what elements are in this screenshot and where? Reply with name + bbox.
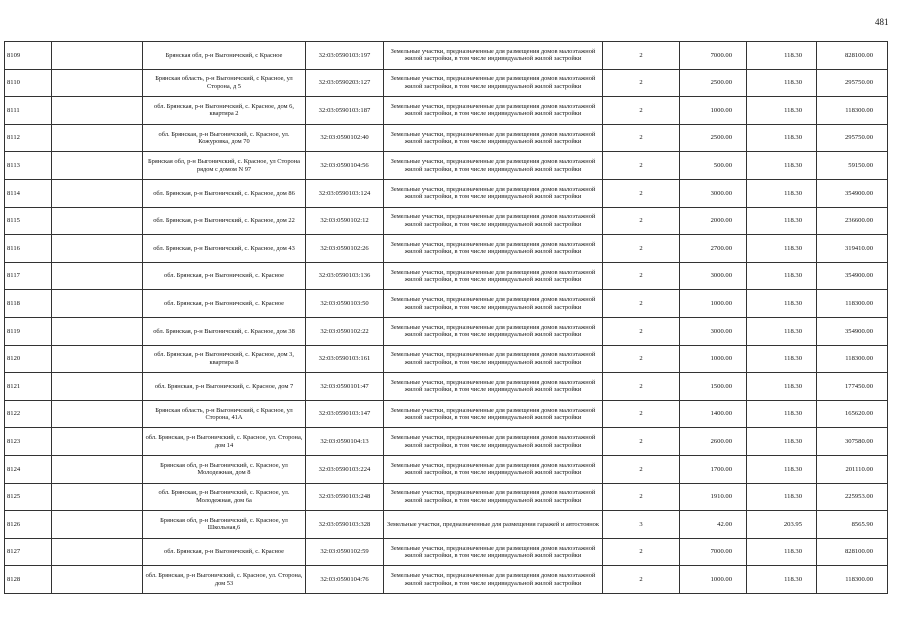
cadastral-value-cell: 118300.00	[817, 97, 888, 125]
address-cell: обл. Брянская, р-н Выгоничский, с. Красное, дом 7	[143, 373, 306, 401]
blank-cell	[52, 69, 143, 97]
area-cell: 1000.00	[680, 345, 747, 373]
rate-cell: 118.30	[747, 538, 817, 566]
land-use-cell: Земельные участки, предназначенные для размещения домов малоэтажной жилой застройки, в том числе индивидуальной жилой застройки	[384, 317, 603, 345]
table-row	[5, 97, 888, 125]
cadastral-number-cell: 32:03:0590104:76	[306, 566, 384, 594]
land-use-cell: Земельные участки, предназначенные для размещения домов малоэтажной жилой застройки, в том числе индивидуальной жилой застройки	[384, 152, 603, 180]
area-cell: 500.00	[680, 152, 747, 180]
land-use-cell: Земельные участки, предназначенные для размещения домов малоэтажной жилой застройки, в том числе индивидуальной жилой застройки	[384, 262, 603, 290]
rate-cell: 118.30	[747, 42, 817, 70]
group-cell: 2	[603, 69, 680, 97]
row-number: 8128	[5, 566, 52, 594]
cadastral-number-cell: 32:03:0590103:328	[306, 511, 384, 539]
address-cell: обл. Брянская, р-н Выгоничский, с. Красное	[143, 290, 306, 318]
cadastral-number-cell: 32:03:0590103:197	[306, 42, 384, 70]
cadastral-value-cell: 165620.00	[817, 400, 888, 428]
cadastral-number-cell: 32:03:0590103:248	[306, 483, 384, 511]
cadastral-number-cell: 32:03:0590102:59	[306, 538, 384, 566]
group-cell: 3	[603, 511, 680, 539]
area-cell: 2500.00	[680, 124, 747, 152]
rate-cell: 118.30	[747, 455, 817, 483]
area-cell: 2700.00	[680, 235, 747, 263]
row-number: 8127	[5, 538, 52, 566]
row-number: 8117	[5, 262, 52, 290]
address-cell: Брянская обл, р-н Выгоничский, с. Красное, ул Сторона рядом с домом N 97	[143, 152, 306, 180]
table-row	[5, 69, 888, 97]
area-cell: 2600.00	[680, 428, 747, 456]
address-cell: Брянская область, р-н Выгоничский, с Красное, ул Сторона, 41А	[143, 400, 306, 428]
group-cell: 2	[603, 373, 680, 401]
address-cell: Брянская обл, р-н Выгоничский, с. Красное, ул Молодежная, дом 8	[143, 455, 306, 483]
row-number: 8125	[5, 483, 52, 511]
table-row	[5, 400, 888, 428]
group-cell: 2	[603, 483, 680, 511]
table-row	[5, 538, 888, 566]
area-cell: 7000.00	[680, 42, 747, 70]
cadastral-number-cell: 32:03:0590102:12	[306, 207, 384, 235]
cadastral-number-cell: 32:03:0590102:40	[306, 124, 384, 152]
cadastral-number-cell: 32:03:0590103:161	[306, 345, 384, 373]
land-use-cell: Земельные участки, предназначенные для размещения домов малоэтажной жилой застройки, в том числе индивидуальной жилой застройки	[384, 290, 603, 318]
row-number: 8115	[5, 207, 52, 235]
group-cell: 2	[603, 97, 680, 125]
page-number: 481	[875, 17, 889, 27]
land-use-cell: Земельные участки, предназначенные для размещения домов малоэтажной жилой застройки, в том числе индивидуальной жилой застройки	[384, 400, 603, 428]
row-number: 8113	[5, 152, 52, 180]
row-number: 8119	[5, 317, 52, 345]
table-row	[5, 455, 888, 483]
blank-cell	[52, 124, 143, 152]
group-cell: 2	[603, 290, 680, 318]
blank-cell	[52, 400, 143, 428]
blank-cell	[52, 152, 143, 180]
table-row	[5, 235, 888, 263]
area-cell: 3000.00	[680, 262, 747, 290]
group-cell: 2	[603, 42, 680, 70]
cadastral-number-cell: 32:03:0590102:22	[306, 317, 384, 345]
group-cell: 2	[603, 152, 680, 180]
address-cell: обл. Брянская, р-н Выгоничский, с. Красное, ул. Сторона, дом 53	[143, 566, 306, 594]
land-use-cell: Земельные участки, предназначенные для размещения домов малоэтажной жилой застройки, в том числе индивидуальной жилой застройки	[384, 483, 603, 511]
area-cell: 1400.00	[680, 400, 747, 428]
area-cell: 3000.00	[680, 179, 747, 207]
row-number: 8109	[5, 42, 52, 70]
address-cell: Брянская обл, р-н Выгоничский, с Красное	[143, 42, 306, 70]
rate-cell: 203.95	[747, 511, 817, 539]
rate-cell: 118.30	[747, 483, 817, 511]
table-row	[5, 290, 888, 318]
cadastral-number-cell: 32:03:0590103:224	[306, 455, 384, 483]
cadastral-number-cell: 32:03:0590104:13	[306, 428, 384, 456]
cadastral-number-cell: 32:03:0590203:127	[306, 69, 384, 97]
address-cell: обл. Брянская, р-н Выгоничский, с. Красное, дом 22	[143, 207, 306, 235]
group-cell: 2	[603, 207, 680, 235]
cadastral-number-cell: 32:03:0590103:124	[306, 179, 384, 207]
land-use-cell: Земельные участки, предназначенные для размещения домов малоэтажной жилой застройки, в том числе индивидуальной жилой застройки	[384, 455, 603, 483]
table-row	[5, 42, 888, 70]
cadastral-value-cell: 354900.00	[817, 317, 888, 345]
cadastral-value-cell: 354900.00	[817, 179, 888, 207]
address-cell: обл. Брянская, р-н Выгоничский, с. Красное, дом 6, квартира 2	[143, 97, 306, 125]
group-cell: 2	[603, 179, 680, 207]
land-use-cell: Земельные участки, предназначенные для размещения домов малоэтажной жилой застройки, в том числе индивидуальной жилой застройки	[384, 566, 603, 594]
cadastral-number-cell: 32:03:0590102:26	[306, 235, 384, 263]
land-use-cell: Земельные участки, предназначенные для размещения домов малоэтажной жилой застройки, в том числе индивидуальной жилой застройки	[384, 179, 603, 207]
blank-cell	[52, 345, 143, 373]
table-row	[5, 566, 888, 594]
cadastral-value-cell: 295750.00	[817, 124, 888, 152]
cadastral-value-cell: 201110.00	[817, 455, 888, 483]
group-cell: 2	[603, 317, 680, 345]
group-cell: 2	[603, 566, 680, 594]
row-number: 8126	[5, 511, 52, 539]
cadastral-value-cell: 8565.90	[817, 511, 888, 539]
rate-cell: 118.30	[747, 152, 817, 180]
cadastral-value-cell: 828100.00	[817, 42, 888, 70]
group-cell: 2	[603, 235, 680, 263]
rate-cell: 118.30	[747, 566, 817, 594]
address-cell: обл. Брянская, р-н Выгоничский, с. Красное, дом 3, квартира 8	[143, 345, 306, 373]
area-cell: 1000.00	[680, 97, 747, 125]
table-row	[5, 317, 888, 345]
group-cell: 2	[603, 124, 680, 152]
cadastral-value-cell: 177450.00	[817, 373, 888, 401]
row-number: 8121	[5, 373, 52, 401]
row-number: 8112	[5, 124, 52, 152]
area-cell: 2000.00	[680, 207, 747, 235]
group-cell: 2	[603, 400, 680, 428]
rate-cell: 118.30	[747, 345, 817, 373]
table-row	[5, 124, 888, 152]
cadastral-value-cell: 354900.00	[817, 262, 888, 290]
area-cell: 1500.00	[680, 373, 747, 401]
address-cell: обл. Брянская, р-н Выгоничский, с. Красное, ул. Сторона, дом 14	[143, 428, 306, 456]
blank-cell	[52, 290, 143, 318]
blank-cell	[52, 207, 143, 235]
address-cell: обл. Брянская, р-н Выгоничский, с. Красное, дом 86	[143, 179, 306, 207]
land-use-cell: Земельные участки, предназначенные для размещения домов малоэтажной жилой застройки, в том числе индивидуальной жилой застройки	[384, 207, 603, 235]
table-row	[5, 345, 888, 373]
land-use-cell: Земельные участки, предназначенные для размещения гаражей и автостоянок	[384, 511, 603, 539]
row-number: 8120	[5, 345, 52, 373]
land-use-cell: Земельные участки, предназначенные для размещения домов малоэтажной жилой застройки, в том числе индивидуальной жилой застройки	[384, 235, 603, 263]
blank-cell	[52, 511, 143, 539]
address-cell: Брянская обл, р-н Выгоничский, с. Красное, ул Школьная,6	[143, 511, 306, 539]
cadastral-number-cell: 32:03:0590103:147	[306, 400, 384, 428]
cadastral-value-cell: 307580.00	[817, 428, 888, 456]
address-cell: обл. Брянская, р-н Выгоничский, с. Красное	[143, 262, 306, 290]
cadastral-number-cell: 32:03:0590104:56	[306, 152, 384, 180]
blank-cell	[52, 317, 143, 345]
row-number: 8124	[5, 455, 52, 483]
blank-cell	[52, 262, 143, 290]
table-row	[5, 179, 888, 207]
blank-cell	[52, 566, 143, 594]
blank-cell	[52, 483, 143, 511]
address-cell: обл. Брянская, р-н Выгоничский, с. Красное	[143, 538, 306, 566]
address-cell: обл. Брянская, р-н Выгоничский, с. Красное, ул. Молодежная, дом 6а	[143, 483, 306, 511]
cadastral-number-cell: 32:03:0590103:136	[306, 262, 384, 290]
rate-cell: 118.30	[747, 179, 817, 207]
blank-cell	[52, 373, 143, 401]
cadastral-value-cell: 295750.00	[817, 69, 888, 97]
address-cell: обл. Брянская, р-н Выгоничский, с. Красное, ул. Кожуровка, дом 70	[143, 124, 306, 152]
rate-cell: 118.30	[747, 235, 817, 263]
land-use-cell: Земельные участки, предназначенные для размещения домов малоэтажной жилой застройки, в том числе индивидуальной жилой застройки	[384, 538, 603, 566]
rate-cell: 118.30	[747, 317, 817, 345]
address-cell: обл. Брянская, р-н Выгоничский, с. Красное, дом 38	[143, 317, 306, 345]
table-row	[5, 207, 888, 235]
table-row	[5, 483, 888, 511]
row-number: 8116	[5, 235, 52, 263]
land-use-cell: Земельные участки, предназначенные для размещения домов малоэтажной жилой застройки, в том числе индивидуальной жилой застройки	[384, 42, 603, 70]
row-number: 8118	[5, 290, 52, 318]
land-parcel-table	[4, 41, 888, 594]
rate-cell: 118.30	[747, 69, 817, 97]
blank-cell	[52, 97, 143, 125]
rate-cell: 118.30	[747, 400, 817, 428]
land-use-cell: Земельные участки, предназначенные для размещения домов малоэтажной жилой застройки, в том числе индивидуальной жилой застройки	[384, 373, 603, 401]
area-cell: 7000.00	[680, 538, 747, 566]
area-cell: 1700.00	[680, 455, 747, 483]
cadastral-number-cell: 32:03:0590103:187	[306, 97, 384, 125]
rate-cell: 118.30	[747, 207, 817, 235]
cadastral-value-cell: 225953.00	[817, 483, 888, 511]
group-cell: 2	[603, 538, 680, 566]
blank-cell	[52, 42, 143, 70]
row-number: 8123	[5, 428, 52, 456]
blank-cell	[52, 235, 143, 263]
area-cell: 2500.00	[680, 69, 747, 97]
blank-cell	[52, 179, 143, 207]
row-number: 8122	[5, 400, 52, 428]
cadastral-value-cell: 118300.00	[817, 566, 888, 594]
rate-cell: 118.30	[747, 428, 817, 456]
table-row	[5, 511, 888, 539]
rate-cell: 118.30	[747, 373, 817, 401]
cadastral-number-cell: 32:03:0590103:50	[306, 290, 384, 318]
blank-cell	[52, 428, 143, 456]
area-cell: 42.00	[680, 511, 747, 539]
cadastral-value-cell: 118300.00	[817, 290, 888, 318]
cadastral-value-cell: 59150.00	[817, 152, 888, 180]
land-use-cell: Земельные участки, предназначенные для размещения домов малоэтажной жилой застройки, в том числе индивидуальной жилой застройки	[384, 124, 603, 152]
group-cell: 2	[603, 345, 680, 373]
cadastral-value-cell: 236600.00	[817, 207, 888, 235]
table-row	[5, 262, 888, 290]
area-cell: 1000.00	[680, 290, 747, 318]
blank-cell	[52, 538, 143, 566]
area-cell: 1000.00	[680, 566, 747, 594]
group-cell: 2	[603, 262, 680, 290]
row-number: 8114	[5, 179, 52, 207]
rate-cell: 118.30	[747, 124, 817, 152]
cadastral-value-cell: 319410.00	[817, 235, 888, 263]
group-cell: 2	[603, 455, 680, 483]
address-cell: Брянская область, р-н Выгоничский, с Красное, ул Сторона, д 5	[143, 69, 306, 97]
land-use-cell: Земельные участки, предназначенные для размещения домов малоэтажной жилой застройки, в том числе индивидуальной жилой застройки	[384, 69, 603, 97]
land-use-cell: Земельные участки, предназначенные для размещения домов малоэтажной жилой застройки, в том числе индивидуальной жилой застройки	[384, 97, 603, 125]
area-cell: 3000.00	[680, 317, 747, 345]
row-number: 8110	[5, 69, 52, 97]
table-row	[5, 428, 888, 456]
row-number: 8111	[5, 97, 52, 125]
rate-cell: 118.30	[747, 97, 817, 125]
land-use-cell: Земельные участки, предназначенные для размещения домов малоэтажной жилой застройки, в том числе индивидуальной жилой застройки	[384, 345, 603, 373]
address-cell: обл. Брянская, р-н Выгоничский, с. Красное, дом 43	[143, 235, 306, 263]
cadastral-number-cell: 32:03:0590101:47	[306, 373, 384, 401]
rate-cell: 118.30	[747, 262, 817, 290]
rate-cell: 118.30	[747, 290, 817, 318]
area-cell: 1910.00	[680, 483, 747, 511]
group-cell: 2	[603, 428, 680, 456]
table-row	[5, 373, 888, 401]
table-row	[5, 152, 888, 180]
cadastral-value-cell: 828100.00	[817, 538, 888, 566]
blank-cell	[52, 455, 143, 483]
cadastral-value-cell: 118300.00	[817, 345, 888, 373]
land-use-cell: Земельные участки, предназначенные для размещения домов малоэтажной жилой застройки, в том числе индивидуальной жилой застройки	[384, 428, 603, 456]
